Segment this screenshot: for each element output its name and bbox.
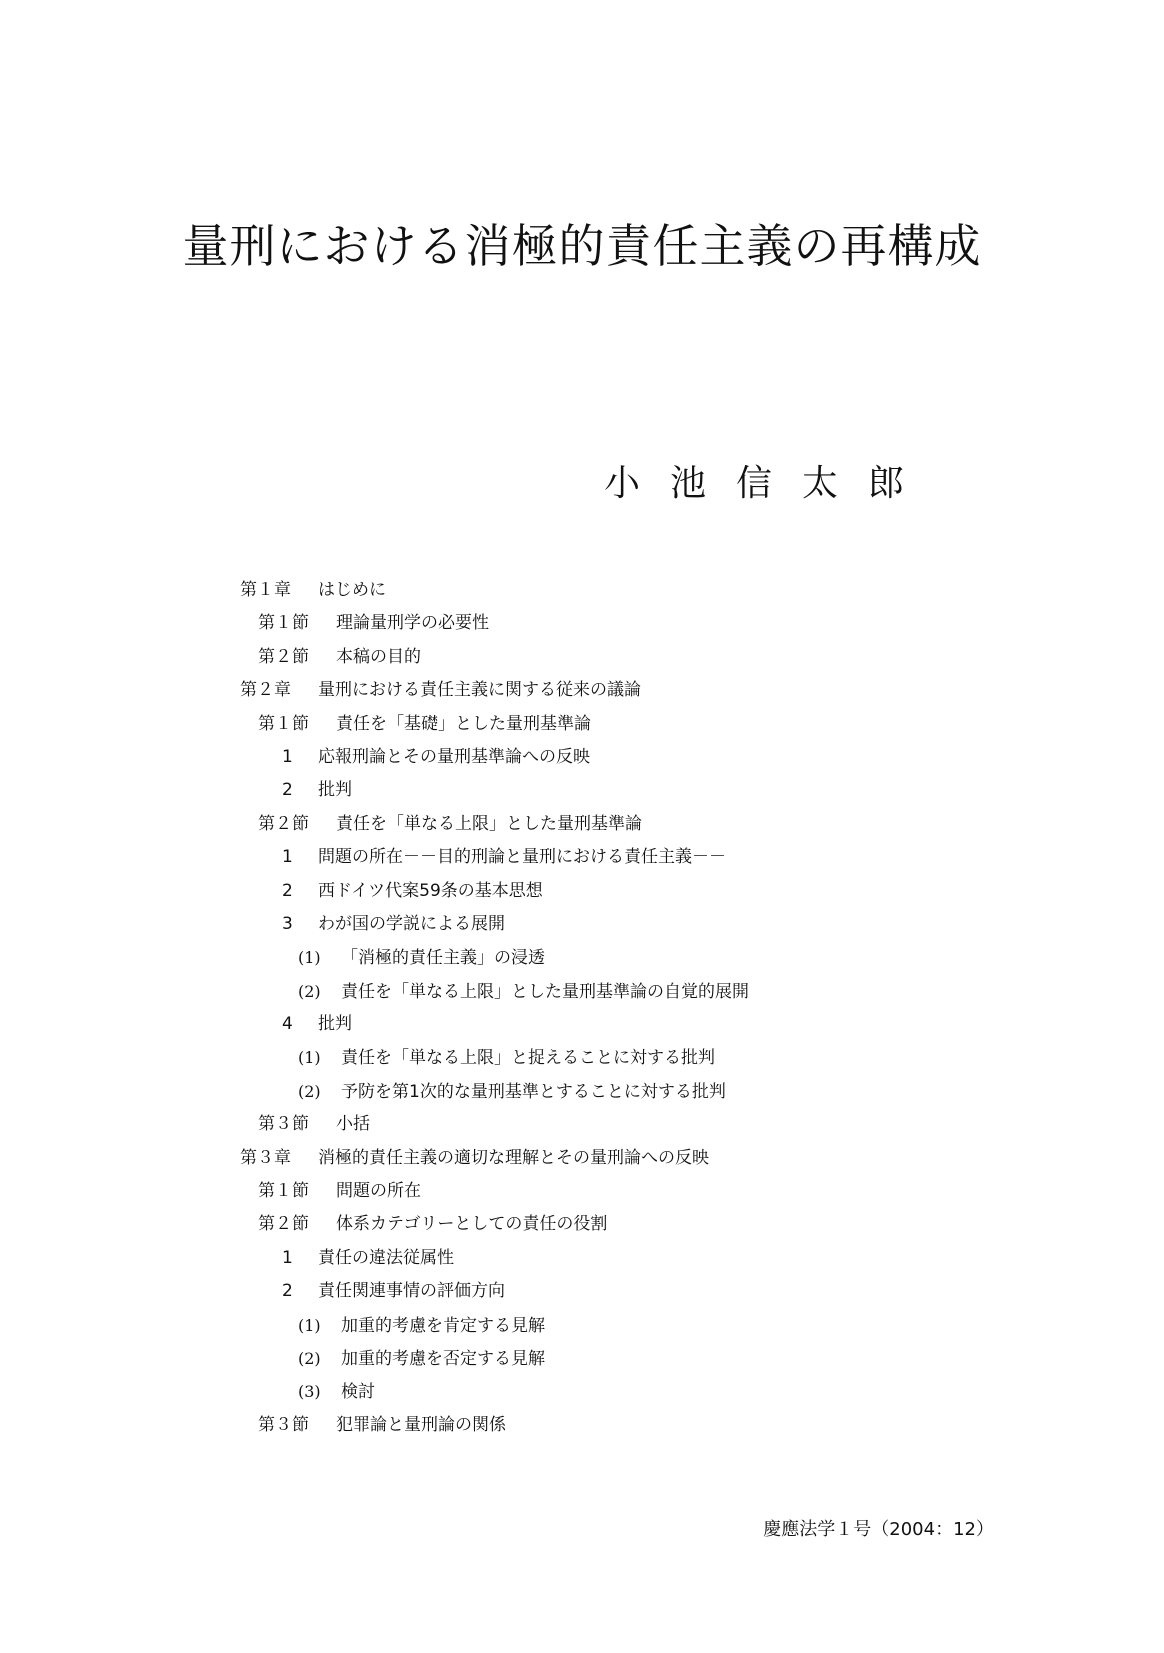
toc-entry-text: 責任を「単なる上限」とした量刑基準論の自覚的展開 (341, 981, 749, 1002)
toc-entry-number: 第１節 (258, 613, 309, 634)
toc-entry-text: 責任関連事情の評価方向 (318, 1281, 505, 1302)
toc-entry-number: 3 (282, 913, 293, 934)
toc-entry (240, 1309, 749, 1342)
toc-entry-text: 批判 (318, 780, 352, 801)
toc-entry-text: 批判 (318, 1014, 352, 1035)
toc-entry (240, 975, 749, 1008)
toc-entry-number: 2 (282, 780, 293, 801)
toc-entry (240, 841, 749, 874)
paper-title: 量刑における消極的責任主義の再構成 (182, 219, 982, 273)
toc-entry (240, 1108, 749, 1141)
toc-entry (240, 774, 749, 807)
toc-entry-text: 量刑における責任主義に関する従来の議論 (318, 680, 641, 701)
toc-entry-number: 第２節 (258, 646, 309, 667)
toc-entry-text: 責任を「単なる上限」とした量刑基準論 (336, 813, 642, 834)
toc-entry-number: 第１章 (240, 580, 291, 600)
toc-entry-text: 加重的考慮を肯定する見解 (341, 1315, 545, 1336)
toc-entry (240, 875, 749, 908)
toc-entry-text: 小括 (336, 1114, 370, 1135)
toc-entry (240, 641, 749, 674)
toc-entry (240, 1075, 749, 1108)
toc-entry (240, 607, 749, 640)
toc-entry-number: 2 (282, 880, 293, 901)
toc-entry (240, 908, 749, 941)
toc-entry-text: わが国の学説による展開 (318, 913, 505, 934)
toc-entry-text: はじめに (318, 580, 386, 600)
toc-entry-number: (3) (298, 1382, 321, 1402)
toc-entry-number: 第１節 (258, 1181, 309, 1202)
toc-entry-number: 1 (282, 1247, 293, 1268)
toc-entry-number: 第３節 (258, 1414, 309, 1435)
toc-entry-number: (1) (298, 1048, 321, 1068)
toc-entry-text: 「消極的責任主義」の浸透 (341, 948, 545, 969)
toc-entry-number: 1 (282, 847, 293, 868)
toc-entry-text: 犯罪論と量刑論の関係 (336, 1414, 506, 1435)
toc-entry-text: 加重的考慮を否定する見解 (341, 1348, 545, 1369)
toc-entry-text: 体系カテゴリーとしての責任の役割 (336, 1214, 608, 1235)
toc-entry (240, 1342, 749, 1375)
toc-entry-number: 1 (282, 746, 293, 767)
toc-entry-number: 第２節 (258, 813, 309, 834)
toc-entry (240, 941, 749, 974)
toc-entry (240, 1175, 749, 1208)
toc-entry-number: 第１節 (258, 713, 309, 734)
toc-entry-text: 責任の違法従属性 (318, 1247, 454, 1268)
toc-entry-number: 4 (282, 1014, 293, 1035)
toc-entry-number: (2) (298, 1081, 321, 1101)
toc-entry (240, 708, 749, 741)
toc-entry-text: 予防を第1次的な量刑基準とすることに対する批判 (341, 1081, 726, 1102)
toc-entry-number: 第３章 (240, 1147, 291, 1168)
toc-entry-number: (1) (298, 1315, 321, 1335)
toc-entry (240, 1142, 749, 1175)
toc-entry-text: 本稿の目的 (336, 646, 421, 667)
toc-entry (240, 674, 749, 707)
table-of-contents (240, 574, 749, 1442)
toc-entry-number: 第３節 (258, 1114, 309, 1135)
toc-entry-text: 責任を「基礎」とした量刑基準論 (336, 713, 591, 734)
toc-entry-text: 問題の所在－－目的刑論と量刑における責任主義－－ (318, 847, 726, 868)
toc-entry-text: 消極的責任主義の適切な理解とその量刑論への反映 (318, 1147, 709, 1168)
toc-entry (240, 1242, 749, 1275)
toc-entry-number: 第２章 (240, 680, 291, 701)
toc-entry-number: (2) (298, 1348, 321, 1368)
toc-entry (240, 1375, 749, 1408)
toc-entry-number: (2) (298, 981, 321, 1001)
toc-entry-text: 検討 (341, 1382, 375, 1403)
toc-entry-number: 2 (282, 1281, 293, 1302)
toc-entry (240, 741, 749, 774)
toc-entry (240, 1409, 749, 1442)
toc-entry (240, 1275, 749, 1308)
journal-citation: 慶應法学１号（2004：12） (763, 1519, 994, 1540)
toc-entry-text: 西ドイツ代案59条の基本思想 (318, 880, 543, 901)
author-name: 小池信太郎 (604, 463, 935, 504)
toc-entry-text: 問題の所在 (336, 1181, 421, 1202)
toc-entry-text: 理論量刑学の必要性 (336, 613, 489, 634)
toc-entry-number: (1) (298, 948, 321, 968)
toc-entry (240, 1208, 749, 1241)
toc-entry (240, 1008, 749, 1041)
toc-entry-text: 責任を「単なる上限」と捉えることに対する批判 (341, 1048, 715, 1069)
toc-entry (240, 808, 749, 841)
toc-entry-text: 応報刑論とその量刑基準論への反映 (318, 746, 590, 767)
toc-entry (240, 574, 749, 607)
toc-entry (240, 1041, 749, 1074)
toc-entry-number: 第２節 (258, 1214, 309, 1235)
